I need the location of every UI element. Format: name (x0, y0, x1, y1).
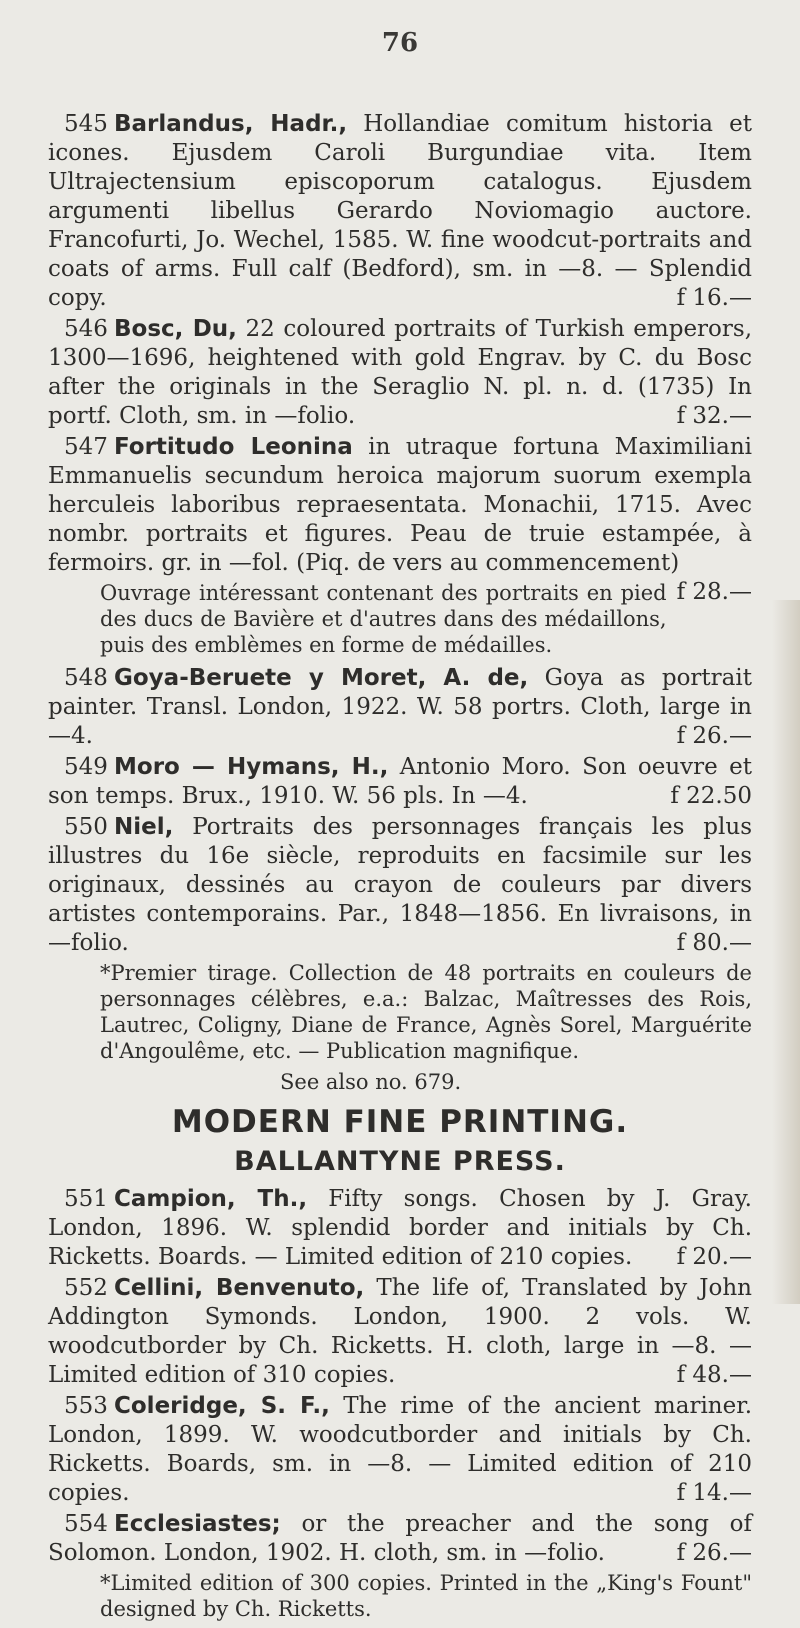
entry-price: f 28.— (676, 579, 752, 605)
catalogue-entry (48, 664, 752, 751)
entry-number: 552 (64, 1275, 108, 1301)
see-also-note: See also no. 679. (280, 1070, 462, 1094)
entry-number: 551 (64, 1186, 108, 1212)
entry-author: Goya-Beruete y Moret, A. de, (114, 665, 529, 691)
entry-price: f 22.50 (670, 783, 752, 809)
entry-price: f 26.— (676, 1540, 752, 1566)
entry-description: Goya as portrait painter. Transl. London, 1922. W. 58 portrs. Cloth, large in —4. (48, 665, 752, 749)
entry-price: f 80.— (676, 930, 752, 956)
entry-number: 548 (64, 665, 108, 691)
entry-price: f 48.— (676, 1362, 752, 1388)
catalogue-entry (48, 1185, 752, 1272)
entry-description: The life of, Translated by John Addington Symonds. London, 1900. 2 vols. W. woodcutborder by Ch. Ricketts. H. cloth, large in —8. — Limited edition of 310 copies. (48, 1275, 752, 1388)
entries-portraits (48, 110, 752, 1064)
entry-price: f 16.— (676, 285, 752, 311)
entry-description: Portraits des personnages français les plus illustres du 16e siècle, reproduits en facsimile sur les originaux, dessinés au crayon de couleurs par divers artistes contemporains. Par., 1848—1856. En livraisons, in —folio. (48, 814, 752, 956)
catalogue-entries (48, 110, 752, 1628)
entry-author: Barlandus, Hadr., (114, 111, 348, 137)
entry-price: f 26.— (676, 723, 752, 749)
entry-author: Ecclesiastes; (114, 1511, 281, 1537)
entry-author: Bosc, Du, (114, 316, 237, 342)
entry-author: Fortitudo Leonina (114, 434, 353, 460)
entry-author: Coleridge, S. F., (114, 1393, 330, 1419)
entry-author: Campion, Th., (114, 1186, 308, 1212)
entry-note: *Premier tirage. Collection de 48 portraits en couleurs de personnages célèbres, e.a.: Balzac, Maîtresses des Rois, Lautrec, Coligny, Diane de France, Agnès Sorel, Marguérite d'Angoulême, etc. — Publication magnifique. (100, 961, 752, 1063)
entry-note: *Limited edition of 300 copies. Printed in the „King's Fount" designed by Ch. Ricketts. (100, 1571, 752, 1621)
catalogue-entry (48, 1274, 752, 1390)
catalogue-entry (48, 1510, 752, 1568)
catalogue-entry (48, 1392, 752, 1508)
entry-description: Antonio Moro. Son oeuvre et son temps. Brux., 1910. W. 56 pls. In —4. (48, 754, 753, 809)
entry-note: Ouvrage intéressant contenant des portraits en pied des ducs de Bavière et d'autres dans des médaillons, puis des emblèmes en forme de médailles. (100, 581, 667, 657)
entry-description: 22 coloured portraits of Turkish emperors, 1300—1696, heightened with gold Engrav. by C. du Bosc after the originals in the Seraglio N. pl. n. d. (1735) In portf. Cloth, sm. in —folio. (48, 316, 753, 429)
entry-number: 550 (64, 814, 108, 840)
page-edge-shadow (772, 600, 800, 1304)
catalogue-entry (48, 813, 752, 958)
entry-description: or the preacher and the song of Solomon. London, 1902. H. cloth, sm. in —folio. (48, 1511, 752, 1566)
entry-number: 547 (64, 434, 108, 460)
entry-description: in utraque fortuna Maximiliani Emmanuelis secundum heroica majorum suorum exempla herculeis laboribus repraesentata. Monachii, 1715. Avec nombr. portraits et figures. Peau de truie estampée, à fermoirs. gr. in —fol. (Piq. de vers au commencement) (48, 434, 753, 576)
entries-ballantyne (48, 1185, 752, 1622)
page-number: 76 (381, 28, 419, 58)
catalogue-entry (48, 315, 752, 431)
entry-number: 549 (64, 754, 108, 780)
entry-price: f 14.— (676, 1480, 752, 1506)
entry-description: Fifty songs. Chosen by J. Gray. London, 1896. W. splendid border and initials by Ch. Ricketts. Boards. — Limited edition of 210 copies. (48, 1186, 752, 1270)
entry-number: 546 (64, 316, 108, 342)
entry-price: f 32.— (676, 403, 752, 429)
catalogue-entry (48, 433, 753, 605)
entry-number: 554 (64, 1511, 108, 1537)
entry-author: Cellini, Benvenuto, (114, 1275, 365, 1301)
entry-number: 553 (64, 1393, 108, 1419)
section-title: MODERN FINE PRINTING. (171, 1104, 629, 1140)
subsection-title: BALLANTYNE PRESS. (234, 1146, 566, 1177)
entry-price: f 20.— (676, 1244, 752, 1270)
entry-description: Hollandiae comitum historia et icones. Ejusdem Caroli Burgundiae vita. Item Ultrajectensium episcoporum catalogus. Ejusdem argumenti libellus Gerardo Noviomagio auctore. Francofurti, Jo. Wechel, 1585. W. fine woodcut-portraits and coats of arms. Full calf (Bedford), sm. in —8. — Splendid copy. (48, 111, 753, 311)
entry-author: Niel, (114, 814, 174, 840)
catalogue-entry (48, 110, 752, 313)
entry-description: The rime of the ancient mariner. London, 1899. W. woodcutborder and initials by Ch. Ricketts. Boards, sm. in —8. — Limited edition of 210 copies. (48, 1393, 753, 1506)
catalogue-entry (48, 753, 752, 811)
entry-author: Moro — Hymans, H., (114, 754, 389, 780)
entry-number: 545 (64, 111, 108, 137)
